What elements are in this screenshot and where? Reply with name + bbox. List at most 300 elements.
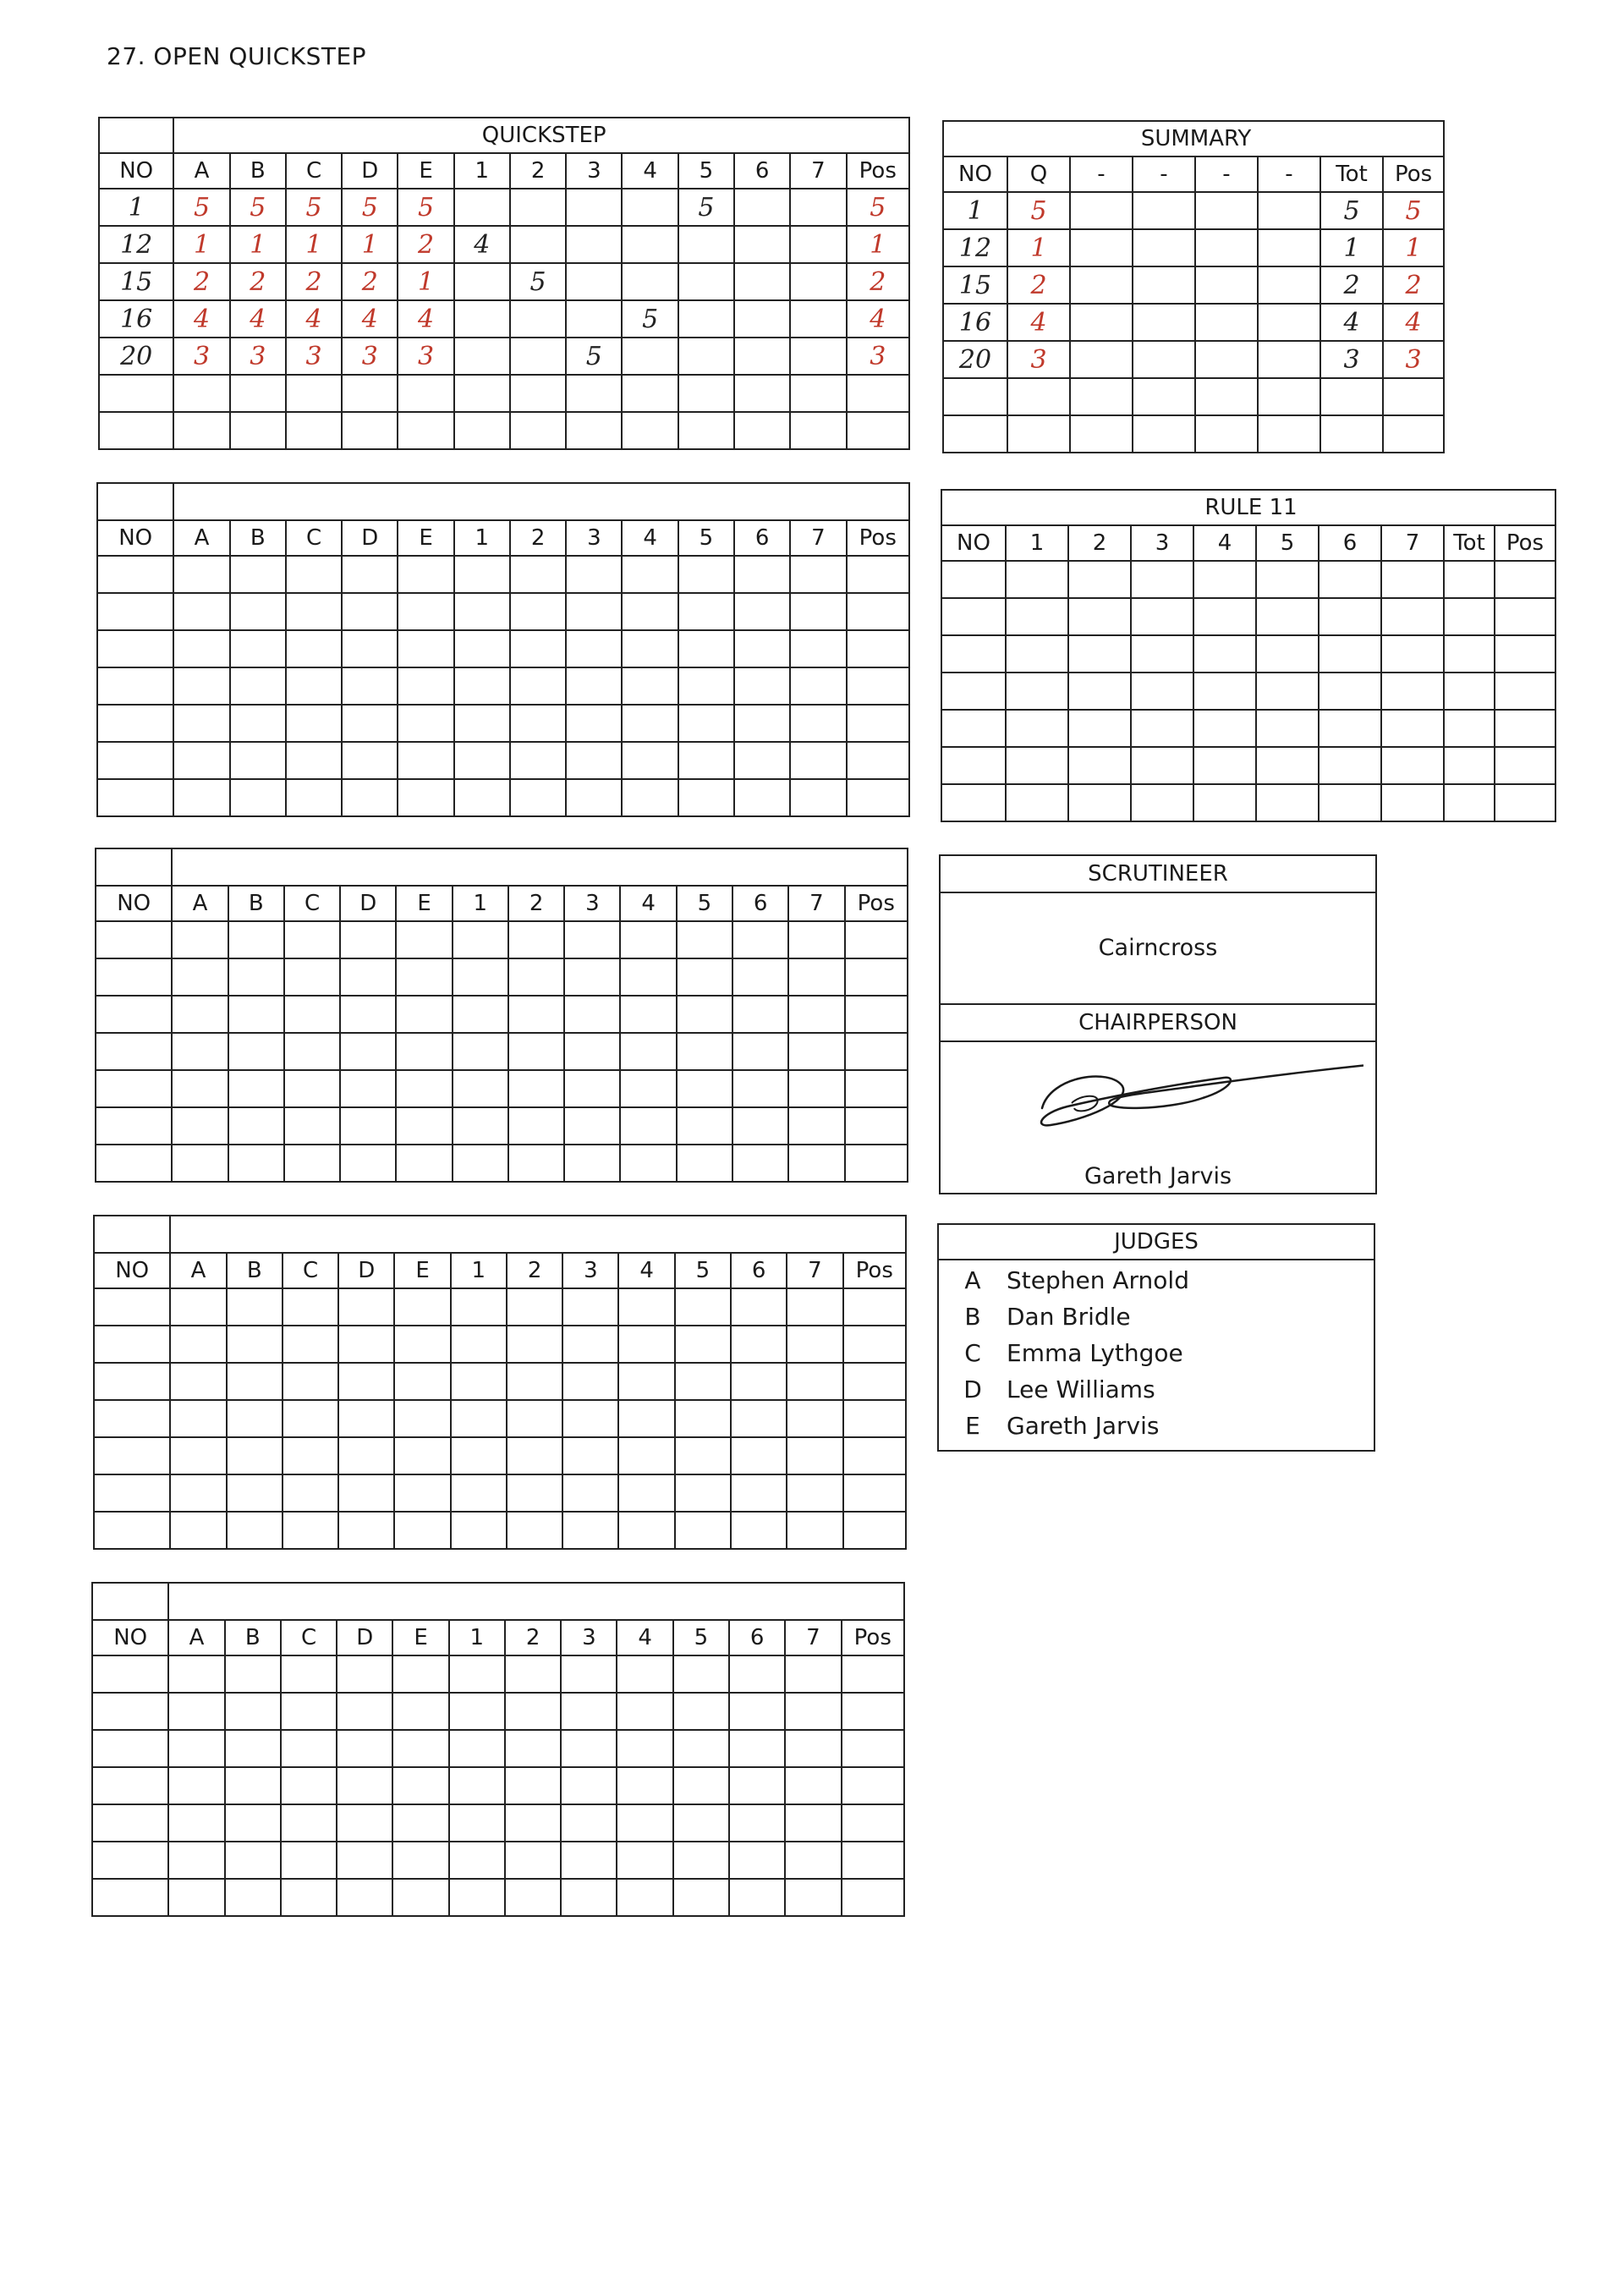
table-cell [1006,747,1068,784]
table-cell [785,1879,841,1916]
table-row [97,779,909,816]
table-cell [172,921,228,958]
column-header: 6 [731,1253,787,1288]
table-cell [678,556,734,593]
table-cell [941,673,1006,710]
table-cell [617,1842,672,1879]
table-cell [732,958,788,996]
table-cell [787,1474,842,1512]
table-cell [97,742,173,779]
table-row [97,630,909,667]
table-cell [170,1437,226,1474]
table-cell [451,1437,507,1474]
column-header: C [286,153,342,189]
table-cell [1319,673,1381,710]
table-cell [97,593,173,630]
table-cell [505,1693,561,1730]
table-row [943,266,1444,304]
judges-list [939,1260,1374,1444]
table-cell [453,958,508,996]
table-cell [92,1693,168,1730]
table-cell [505,1655,561,1693]
table-cell [622,667,678,705]
table-cell [225,1804,281,1842]
column-header: NO [94,1253,170,1288]
table-cell [283,1326,338,1363]
column-header: 1 [454,520,510,556]
table-row [94,1363,906,1400]
table-cell [451,1363,507,1400]
table-cell [677,921,732,958]
table-cell [342,705,398,742]
table-cell [1258,341,1320,378]
column-header: A [173,520,229,556]
table-row [99,189,909,226]
table-cell [847,412,909,449]
table-cell [168,1730,224,1767]
table-cell [1195,229,1258,266]
table-cell [281,1767,337,1804]
table-cell [286,705,342,742]
table-cell [847,593,909,630]
table-cell: 2 [847,263,909,300]
table-row [94,1512,906,1549]
table-cell [729,1804,785,1842]
table-cell [230,742,286,779]
table-cell [941,784,1006,821]
column-header: 4 [622,153,678,189]
table-row [97,556,909,593]
table-cell [729,1842,785,1879]
table-row [943,229,1444,266]
table-cell: 4 [1007,304,1070,341]
table-cell [790,556,846,593]
empty-marks-table-4 [91,1582,905,1917]
column-header: 1 [449,1620,505,1655]
table-cell [510,338,566,375]
table-cell [396,1145,452,1182]
table-cell [561,1804,617,1842]
table-cell [618,1400,674,1437]
table-cell [1131,747,1193,784]
table-cell [396,1033,452,1070]
column-header: C [286,520,342,556]
table-cell [451,1288,507,1326]
table-cell [283,1400,338,1437]
table-cell [92,1655,168,1693]
table-cell [281,1730,337,1767]
column-header: 3 [561,1620,617,1655]
table-cell [790,189,846,226]
table-row [92,1655,904,1693]
table-cell: 1 [286,226,342,263]
column-header: Pos [847,153,909,189]
table-cell [1131,784,1193,821]
column-header: 7 [788,886,844,921]
table-cell [1133,266,1195,304]
table-row [941,784,1555,821]
table-cell [673,1693,729,1730]
table-cell [173,779,229,816]
table-cell [845,1033,908,1070]
table-cell [340,1107,396,1145]
table-cell [734,556,790,593]
table-cell [451,1326,507,1363]
table-cell [281,1842,337,1879]
table-cell [173,593,229,630]
table-cell [673,1879,729,1916]
column-header: - [1133,156,1195,192]
table-cell [97,667,173,705]
table-cell [454,189,510,226]
table-cell [677,1145,732,1182]
table-row [96,996,908,1033]
table-cell [1133,304,1195,341]
table-cell: 5 [342,189,398,226]
table-cell [510,630,566,667]
table-cell [843,1363,906,1400]
table-cell [1068,561,1131,598]
table-cell [561,1879,617,1916]
judge-entry [939,1335,1374,1371]
table-cell [286,412,342,449]
table-cell [790,412,846,449]
table-cell [337,1767,392,1804]
judge-name: Emma Lythgoe [1007,1339,1183,1367]
table-cell [173,705,229,742]
table-cell [790,263,846,300]
table-row [97,593,909,630]
table-row [943,304,1444,341]
table-row [96,1145,908,1182]
table-cell [1258,378,1320,415]
table-cell [1068,784,1131,821]
table-cell [731,1363,787,1400]
table-cell [1258,192,1320,229]
table-cell: 1 [230,226,286,263]
table-cell: 3 [1320,341,1383,378]
column-header: 3 [566,520,622,556]
table-cell [785,1655,841,1693]
table-cell: 5 [566,338,622,375]
table-cell [398,412,453,449]
table-cell: 1 [847,226,909,263]
table-cell [1381,561,1444,598]
table-caption: SUMMARY [943,121,1444,156]
table-cell [453,1145,508,1182]
table-cell [562,1288,618,1326]
table-cell [338,1400,394,1437]
column-header: 3 [1131,525,1193,561]
table-cell [510,742,566,779]
column-header: 2 [510,153,566,189]
table-cell [337,1655,392,1693]
table-cell [1006,635,1068,673]
table-cell [394,1400,450,1437]
table-cell: 1 [1320,229,1383,266]
table-cell: 2 [342,263,398,300]
table-cell [1006,784,1068,821]
table-cell [787,1437,842,1474]
table-cell [1495,710,1555,747]
table-cell [1495,673,1555,710]
empty-marks-table-2 [95,848,908,1183]
table-cell [618,1474,674,1512]
column-header: NO [943,156,1007,192]
table-cell [454,556,510,593]
table-cell: 3 [230,338,286,375]
column-header: 4 [622,520,678,556]
table-cell [96,1070,172,1107]
table-row [94,1400,906,1437]
table-cell [1444,673,1495,710]
table-cell [337,1804,392,1842]
table-cell [845,1145,908,1182]
table-cell [340,1033,396,1070]
column-header: A [172,886,228,921]
caption-blank-cell [92,1583,168,1620]
table-cell [338,1474,394,1512]
table-cell: 20 [99,338,173,375]
table-cell [507,1400,562,1437]
table-cell [449,1879,505,1916]
table-cell [787,1326,842,1363]
table-cell: 1 [173,226,229,263]
table-cell [510,412,566,449]
table-row [97,742,909,779]
table-cell [734,338,790,375]
column-header: 5 [673,1620,729,1655]
table-cell [508,1145,564,1182]
table-cell [170,1400,226,1437]
table-cell [510,300,566,338]
column-header: D [340,886,396,921]
table-cell [1258,304,1320,341]
table-cell [734,667,790,705]
table-cell [943,415,1007,453]
table-cell: 3 [847,338,909,375]
table-cell [731,1288,787,1326]
table-cell [398,630,453,667]
table-cell: 4 [398,300,453,338]
table-row [943,378,1444,415]
table-cell [618,1437,674,1474]
table-row [97,705,909,742]
table-cell [673,1655,729,1693]
table-cell [941,710,1006,747]
table-cell [732,1145,788,1182]
table-cell [286,667,342,705]
column-header: Pos [847,520,909,556]
table-cell [731,1437,787,1474]
table-cell [843,1437,906,1474]
judges-heading: JUDGES [939,1225,1374,1260]
table-cell [566,189,622,226]
table-cell [342,742,398,779]
table-cell [454,300,510,338]
table-cell [790,593,846,630]
caption-blank-cell [96,848,172,886]
table-cell [225,1730,281,1767]
table-cell [847,667,909,705]
table-cell [398,742,453,779]
table-cell [97,630,173,667]
table-cell [510,593,566,630]
table-cell [225,1842,281,1879]
table-cell [394,1363,450,1400]
table-cell [678,742,734,779]
table-cell [340,996,396,1033]
table-row [92,1879,904,1916]
table-cell [785,1693,841,1730]
table-cell [675,1437,731,1474]
table-cell [342,556,398,593]
judge-name: Gareth Jarvis [1007,1412,1160,1440]
table-cell [1193,635,1256,673]
table-cell [286,779,342,816]
table-caption [173,483,909,520]
table-row [941,673,1555,710]
table-cell [731,1474,787,1512]
table-cell [508,1107,564,1145]
table-row [94,1326,906,1363]
table-cell [734,263,790,300]
table-cell [1381,784,1444,821]
table-cell [1319,561,1381,598]
table-cell [1068,747,1131,784]
table-cell [790,667,846,705]
table-cell [1319,635,1381,673]
table-cell [734,630,790,667]
table-row [94,1288,906,1326]
table-cell [1195,415,1258,453]
table-cell [566,226,622,263]
column-header: A [173,153,229,189]
table-cell [230,705,286,742]
table-cell: 4 [1320,304,1383,341]
table-cell [340,1145,396,1182]
column-header: Pos [845,886,908,921]
table-cell [505,1767,561,1804]
table-cell [564,958,620,996]
table-cell [941,747,1006,784]
table-cell [843,1474,906,1512]
table-cell [790,226,846,263]
table-cell [225,1655,281,1693]
table-cell [286,593,342,630]
table-cell [1256,673,1319,710]
quickstep-grid [98,117,910,450]
table-cell [1193,747,1256,784]
table-cell [617,1767,672,1804]
table-cell [732,1033,788,1070]
table-cell [510,375,566,412]
table-cell [1444,710,1495,747]
table-row [92,1693,904,1730]
table-cell [1256,784,1319,821]
table-cell [675,1288,731,1326]
table-cell [678,338,734,375]
table-cell: 4 [454,226,510,263]
table-cell [392,1693,448,1730]
table-cell [94,1512,170,1549]
table-cell [168,1655,224,1693]
column-header: B [230,520,286,556]
table-cell [392,1842,448,1879]
table-cell: 4 [173,300,229,338]
table-cell [678,593,734,630]
table-cell [454,593,510,630]
table-cell [847,630,909,667]
table-cell [398,667,453,705]
table-cell [1320,415,1383,453]
table-cell [392,1879,448,1916]
table-cell [168,1767,224,1804]
column-header: NO [97,520,173,556]
table-cell [847,705,909,742]
table-cell [340,958,396,996]
table-cell [1495,598,1555,635]
table-caption: QUICKSTEP [173,118,909,153]
column-header: A [170,1253,226,1288]
judge-name: Dan Bridle [1007,1303,1131,1331]
table-cell: 1 [943,192,1007,229]
column-header: E [396,886,452,921]
table-cell [283,1474,338,1512]
table-cell [510,705,566,742]
table-cell [729,1730,785,1767]
table-cell [1381,710,1444,747]
table-cell [734,300,790,338]
table-cell [731,1512,787,1549]
column-header: Tot [1320,156,1383,192]
table-cell [453,996,508,1033]
table-cell [1006,598,1068,635]
table-cell [562,1437,618,1474]
table-cell [173,667,229,705]
column-header: - [1070,156,1133,192]
table-cell [230,779,286,816]
table-cell [286,630,342,667]
table-cell [338,1512,394,1549]
column-header: 6 [732,886,788,921]
table-cell [1319,598,1381,635]
column-header: 6 [734,520,790,556]
judge-letter: E [965,1412,980,1440]
table-cell [508,1070,564,1107]
table-cell [228,996,284,1033]
table-cell [1070,229,1133,266]
judge-letter: C [964,1339,981,1367]
table-cell [622,263,678,300]
column-header: 7 [790,520,846,556]
table-cell [617,1879,672,1916]
table-cell [173,742,229,779]
column-header: Pos [1495,525,1555,561]
table-cell [566,630,622,667]
table-cell [1068,710,1131,747]
chairperson-signature-area [941,1042,1375,1191]
table-cell [787,1363,842,1400]
column-header: NO [96,886,172,921]
chairperson-heading: CHAIRPERSON [941,1005,1375,1042]
column-header: D [342,153,398,189]
table-cell [1319,710,1381,747]
table-cell [449,1842,505,1879]
table-cell [337,1693,392,1730]
table-cell [284,1070,340,1107]
table-cell [678,300,734,338]
